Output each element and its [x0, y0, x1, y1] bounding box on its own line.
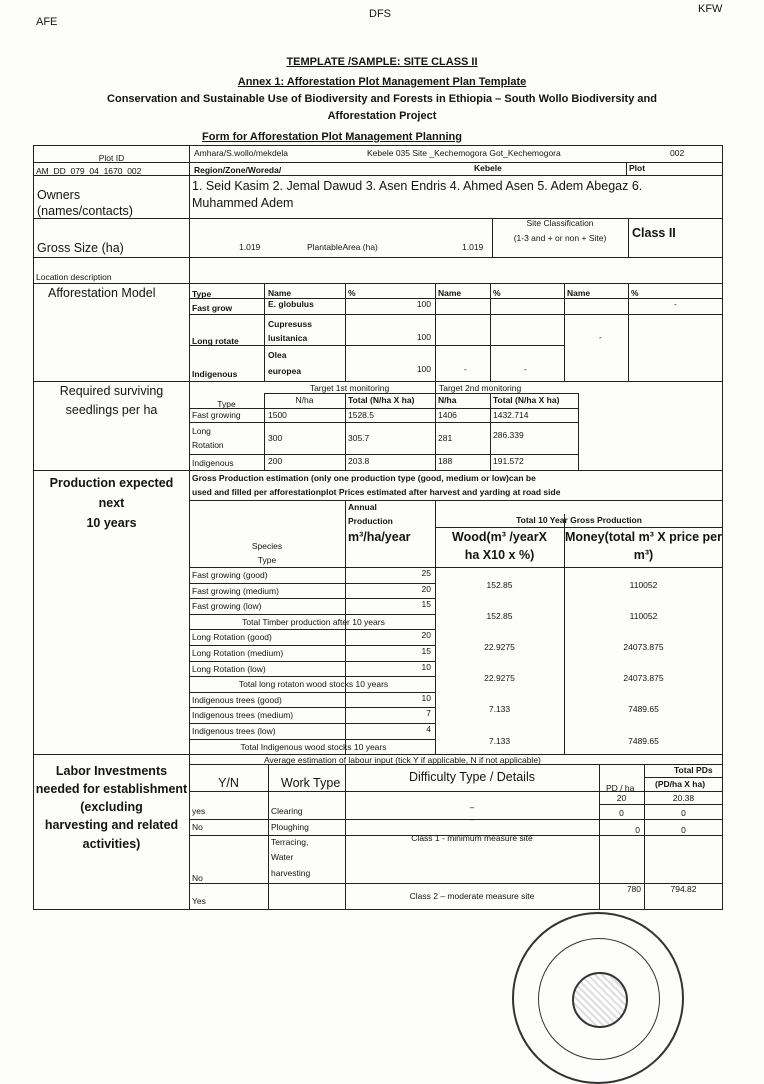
- production-row-label: Fast growing (good): [192, 570, 268, 580]
- labor-label-5: activities): [82, 837, 141, 851]
- production-row-annual: 20: [421, 584, 431, 594]
- survival-row-n1: 200: [268, 456, 283, 466]
- model-header-name1: Name: [268, 288, 292, 298]
- production-intro-line2: used and filled per afforestationplot Prices estimated after harvest and yarding at road side: [192, 487, 561, 497]
- production-row-money: 24073.875: [623, 673, 664, 683]
- target-1st-monitoring: Target 1st monitoring: [309, 383, 390, 393]
- labor-row-total: 20.38: [672, 793, 695, 803]
- model-header-pct3: %: [631, 288, 639, 298]
- plot-location: Amhara/S.wollo/mekdela: [194, 148, 289, 158]
- labor-row-total: 0: [681, 825, 686, 835]
- labor-row-yn: No: [192, 873, 203, 883]
- production-row-annual: 25: [421, 568, 431, 578]
- production-intro-line1: Gross Production estimation (only one production type (good, medium or low)can be: [192, 473, 536, 483]
- production-row-rule: [189, 583, 435, 584]
- labor-row-detail: –: [469, 802, 475, 812]
- production-row-label: Fast growing (low): [192, 601, 262, 611]
- plot-management-form: [33, 145, 723, 910]
- seal-emblem: [572, 972, 628, 1028]
- production-row-money: 110052: [629, 580, 658, 590]
- production-row-label: Long Rotation (medium): [192, 648, 284, 658]
- survival-row-t1: 305.7: [348, 433, 370, 443]
- survival-row-n1: 1500: [268, 410, 287, 420]
- production-row-label: Indigenous trees (medium): [192, 710, 294, 720]
- total-pds-unit: (PD/ha X ha): [655, 779, 706, 789]
- production-row-annual: 10: [421, 693, 431, 703]
- total-10-year-header: Total 10 Year Gross Production: [516, 515, 642, 525]
- production-row-label: Fast growing (medium): [192, 586, 279, 596]
- model-row-pct: 100: [416, 332, 431, 342]
- labor-row-pd: 20: [616, 793, 627, 803]
- production-row-wood: 22.9275: [484, 673, 515, 683]
- model-row-dash: -: [464, 364, 467, 374]
- production-row-annual: 10: [421, 662, 431, 672]
- production-row-rule: [189, 614, 435, 615]
- labor-row-work: Ploughing: [271, 822, 309, 832]
- model-header-type: Type: [192, 289, 212, 299]
- corner-label-afe: AFE: [36, 16, 58, 28]
- labor-row-detail: Class 1 - minimum measure site: [411, 833, 533, 843]
- labor-row-yn: yes: [192, 806, 206, 816]
- production-total-row-label: Total long rotaton wood stocks 10 years: [238, 679, 389, 689]
- afforestation-model-label: Afforestation Model: [48, 286, 156, 300]
- production-row-rule: [189, 692, 435, 693]
- labor-average-estimation: Average estimation of labour input (tick Y if applicable, N if not applicable): [264, 755, 541, 765]
- project-title-line1: Conservation and Sustainable Use of Biodiversity and Forests in Ethiopia – South Wollo Biodiversity and: [107, 93, 657, 105]
- survival-row-n1: 300: [268, 433, 283, 443]
- production-row-rule: [189, 661, 435, 662]
- production-row-annual: 7: [426, 708, 431, 718]
- production-row-label: Indigenous trees (low): [192, 726, 276, 736]
- gross-size-label: Gross Size (ha): [37, 241, 124, 255]
- model-row-dash: -: [599, 332, 602, 342]
- labor-row-work: Terracing,: [271, 837, 309, 847]
- labor-row-work-line2: Water: [271, 852, 294, 862]
- kebele-label: Kebele: [474, 163, 502, 173]
- survival-row-t1: 1528.5: [348, 410, 374, 420]
- survival-label: Required surviving: [59, 384, 164, 398]
- owners-line2: Muhammed Adem: [192, 196, 294, 210]
- labor-row-pd: 0: [619, 808, 624, 818]
- survival-nha: N/ha: [295, 395, 314, 405]
- region-label: Region/Zone/Woreda/: [194, 165, 282, 175]
- pd-ha-header: PD / ha: [606, 783, 635, 793]
- site-class-value: Class II: [632, 226, 676, 240]
- production-row-label: Indigenous trees (good): [192, 695, 282, 705]
- production-row-rule: [189, 629, 435, 630]
- header-dfs: DFS: [369, 8, 391, 20]
- production-row-money: 7489.65: [628, 736, 659, 746]
- plot-site: Kebele 035 Site _Kechemogora Got_Kechemogora: [367, 148, 561, 158]
- production-total-row-label: Total Indigenous wood stocks 10 years: [240, 742, 387, 752]
- production-label-sub: next: [98, 496, 125, 510]
- survival-row-t1: 203.8: [348, 456, 370, 466]
- labor-label-4: harvesting and related: [44, 818, 179, 832]
- template-title: TEMPLATE /SAMPLE: SITE CLASS II: [286, 56, 478, 68]
- annual-production-label: Annual: [348, 502, 377, 512]
- labor-row-work-line3: harvesting: [271, 868, 311, 878]
- production-row-annual: 20: [421, 630, 431, 640]
- plot-id-label: Plot ID: [98, 153, 125, 163]
- production-label: Production expected: [49, 476, 174, 490]
- labor-row-detail: Class 2 – moderate measure site: [409, 891, 535, 901]
- plot-id-value: AM_DD_079_04_1670_002: [36, 166, 142, 176]
- survival-row-n2: 1406: [438, 410, 457, 420]
- production-row-wood: 22.9275: [484, 642, 515, 652]
- production-row-rule: [189, 707, 435, 708]
- production-row-wood: 152.85: [486, 611, 513, 621]
- corner-label-kfw: KFW: [698, 3, 723, 15]
- labor-row-pd: 0: [635, 825, 640, 835]
- production-row-wood: 152.85: [486, 580, 513, 590]
- model-header-name3: Name: [567, 288, 591, 298]
- production-total-row-label: Total Timber production after 10 years: [242, 617, 385, 627]
- production-row-rule: [189, 645, 435, 646]
- total-pds-label: Total PDs: [674, 765, 713, 775]
- labor-row-total: 794.82: [670, 884, 697, 894]
- species-header: Species: [251, 541, 283, 551]
- wood-header: Wood(m³ /yearX: [452, 530, 547, 544]
- labor-row-pd: 780: [626, 884, 641, 894]
- survival-row-t2: 1432.714: [493, 410, 529, 420]
- gross-size-value: 1.019: [239, 242, 261, 252]
- production-row-label: Long Rotation (low): [192, 664, 266, 674]
- model-row-type: Indigenous: [192, 369, 238, 379]
- production-row-wood: 7.133: [488, 736, 511, 746]
- survival-total-2: Total (N/ha X ha): [493, 395, 560, 405]
- production-row-wood: 7.133: [488, 704, 511, 714]
- production-label-years: 10 years: [86, 516, 137, 530]
- wood-header-2: ha X10 x %): [464, 548, 535, 562]
- money-header-2: m³): [633, 548, 654, 562]
- site-class-hint: (1-3 and + or non + Site): [513, 233, 607, 243]
- model-row-species-line2: lusitanica: [268, 333, 308, 343]
- annex-title: Annex 1: Afforestation Plot Management Plan Template: [237, 76, 527, 88]
- production-row-money: 110052: [629, 611, 658, 621]
- work-type-header: Work Type: [281, 776, 341, 790]
- plot-number: 002: [670, 148, 685, 158]
- difficulty-header: Difficulty Type / Details: [409, 770, 535, 784]
- form-title: Form for Afforestation Plot Management Planning: [202, 131, 462, 143]
- model-row-species: E. globulus: [268, 299, 314, 309]
- survival-row-n2: 281: [438, 433, 453, 443]
- model-row-pct: 100: [416, 299, 431, 309]
- labor-row-yn: Yes: [192, 896, 206, 906]
- species-type-header: Type: [257, 555, 277, 565]
- production-row-annual: 4: [426, 724, 431, 734]
- production-row-money: 7489.65: [628, 704, 659, 714]
- model-row-type: Long rotate: [192, 336, 239, 346]
- site-class-label: Site Classification: [526, 218, 594, 228]
- labor-label: Labor Investments: [55, 764, 168, 778]
- official-seal: [512, 912, 684, 1084]
- owners-line1: 1. Seid Kasim 2. Jemal Dawud 3. Asen Endris 4. Ahmed Asen 5. Adem Abegaz 6.: [192, 179, 643, 193]
- production-row-label: Long Rotation (good): [192, 632, 272, 642]
- survival-row-type: Fast growing: [192, 410, 241, 420]
- survival-row-type: Long: [192, 426, 211, 436]
- model-row-species: Cupresuss: [268, 319, 312, 329]
- labor-row-work: Clearing: [271, 806, 303, 816]
- production-row-rule: [189, 723, 435, 724]
- money-header: Money(total m³ X price per: [565, 530, 722, 544]
- survival-label-sub: seedlings per ha: [65, 403, 158, 417]
- model-row-dash: -: [674, 299, 677, 309]
- production-row-rule: [189, 676, 435, 677]
- production-row-annual: 15: [421, 646, 431, 656]
- model-row-species: Olea: [268, 350, 287, 360]
- survival-row-type: Indigenous: [192, 458, 234, 468]
- survival-row-n2: 188: [438, 456, 453, 466]
- labor-label-2: needed for establishment: [35, 782, 188, 796]
- target-2nd-monitoring: Target 2nd monitoring: [439, 383, 522, 393]
- labor-label-3: (excluding: [80, 800, 143, 814]
- labor-row-yn: No: [192, 822, 203, 832]
- production-row-annual: 15: [421, 599, 431, 609]
- location-description-label: Location description: [36, 272, 112, 282]
- model-row-type: Fast grow: [192, 303, 233, 313]
- model-header-pct2: %: [493, 288, 501, 298]
- plantable-area-value: 1.019: [462, 242, 484, 252]
- survival-row-t2: 286.339: [493, 430, 524, 440]
- project-title-line2: Afforestation Project: [327, 110, 437, 122]
- yn-header: Y/N: [218, 776, 239, 790]
- model-header-pct1: %: [348, 288, 356, 298]
- plot-label: Plot: [629, 163, 646, 173]
- model-row-dash: -: [524, 364, 527, 374]
- production-row-rule: [189, 739, 435, 740]
- owners-label-sub: (names/contacts): [37, 204, 133, 218]
- plantable-area-label: PlantableArea (ha): [307, 242, 378, 252]
- model-row-species-line2: europea: [268, 366, 302, 376]
- survival-nha-2: N/ha: [438, 395, 457, 405]
- annual-production-unit: m³/ha/year: [348, 530, 411, 544]
- survival-type-label: Type: [217, 399, 236, 409]
- model-header-name2: Name: [438, 288, 462, 298]
- annual-production-label-2: Production: [348, 516, 393, 526]
- labor-row-total: 0: [681, 808, 686, 818]
- model-row-pct: 100: [416, 364, 431, 374]
- survival-row-t2: 191.572: [493, 456, 524, 466]
- labor-row-detail: --: [469, 814, 475, 824]
- owners-label: Owners: [37, 188, 81, 202]
- survival-row-type-line2: Rotation: [192, 440, 224, 450]
- production-row-rule: [189, 598, 435, 599]
- survival-total: Total (N/ha X ha): [348, 395, 415, 405]
- production-row-money: 24073.875: [623, 642, 664, 652]
